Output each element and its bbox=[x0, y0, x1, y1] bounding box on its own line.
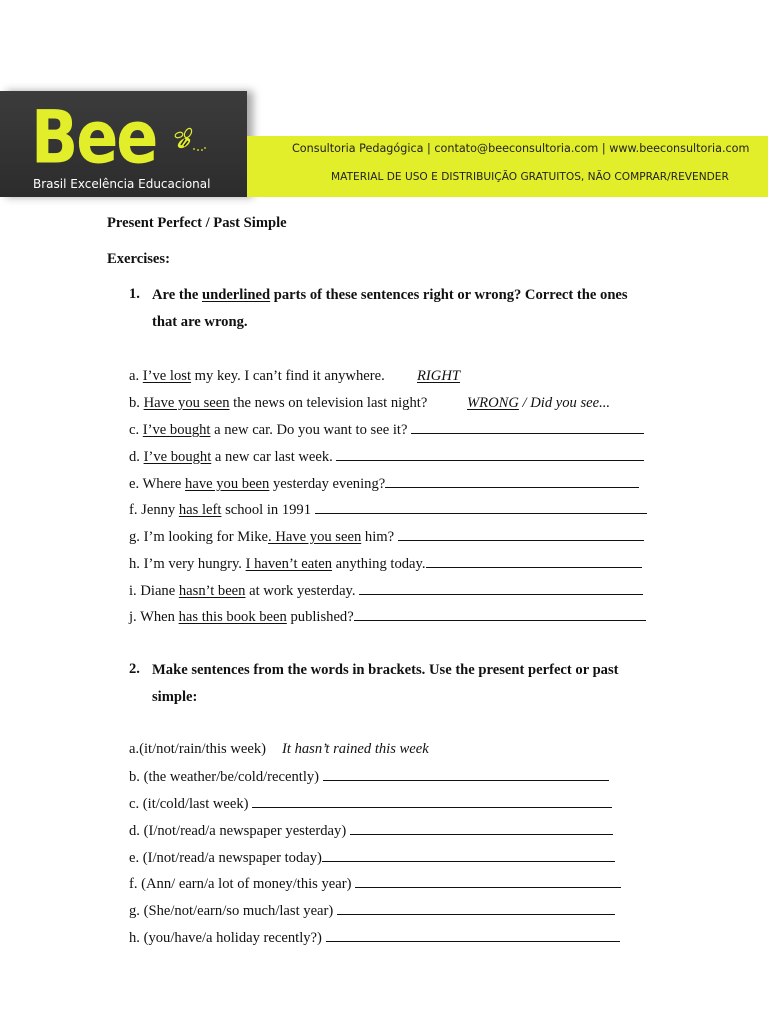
answer-blank[interactable] bbox=[355, 874, 621, 888]
exercise-item bbox=[129, 607, 646, 626]
exercise-item bbox=[129, 474, 639, 493]
item-underlined: I’ve bought bbox=[142, 422, 211, 438]
item-text: anything today. bbox=[332, 556, 426, 572]
exercises-label: Exercises: bbox=[107, 251, 170, 267]
item-text: e. (I/not/read/a newspaper today) bbox=[129, 850, 322, 866]
item-text: d. (I/not/read/a newspaper yesterday) bbox=[129, 823, 350, 839]
answer-blank[interactable] bbox=[398, 527, 644, 541]
logo-word: Bee bbox=[31, 93, 157, 180]
item-text: b. (the weather/be/cold/recently) bbox=[129, 769, 323, 785]
question-2-instruction-cont: simple: bbox=[152, 689, 198, 705]
exercise-item bbox=[129, 394, 427, 412]
question-1-instruction-cont: that are wrong. bbox=[152, 314, 248, 330]
logo-tagline: Brasil Excelência Educacional bbox=[33, 177, 211, 191]
exercise-item bbox=[129, 874, 621, 893]
exercise-item bbox=[129, 767, 609, 786]
answer-wrong bbox=[467, 394, 610, 412]
question-2-instruction: Make sentences from the words in brackets. Use the present perfect or past bbox=[152, 662, 619, 678]
exercise-item bbox=[129, 821, 613, 840]
answer-blank[interactable] bbox=[336, 447, 644, 461]
item-underlined: I’ve lost bbox=[142, 368, 192, 384]
exercise-item bbox=[129, 901, 615, 920]
item-text: c. bbox=[129, 422, 143, 438]
item-text: g. (She/not/earn/so much/last year) bbox=[129, 903, 337, 919]
item-underlined: hasn’t been bbox=[178, 583, 246, 599]
item-text: a. bbox=[129, 368, 143, 384]
item-text: b. bbox=[129, 395, 144, 411]
example-answer: It hasn’t rained this week bbox=[282, 741, 429, 757]
item-underlined: I’ve bought bbox=[143, 449, 212, 465]
item-underlined: have you been bbox=[185, 476, 270, 492]
item-text: published? bbox=[286, 609, 354, 625]
exercise-item bbox=[129, 420, 644, 439]
exercise-item bbox=[129, 928, 620, 947]
item-text: i. Diane bbox=[129, 583, 179, 599]
exercise-item bbox=[129, 794, 612, 813]
item-text: a new car. Do you want to see it? bbox=[210, 422, 412, 438]
answer-text: WRONG bbox=[467, 395, 519, 411]
answer-blank[interactable] bbox=[252, 794, 612, 808]
exercise-item bbox=[129, 581, 643, 600]
item-text: yesterday evening? bbox=[269, 476, 386, 492]
exercise-item bbox=[129, 527, 644, 546]
answer-blank[interactable] bbox=[326, 928, 620, 942]
item-text: at work yesterday. bbox=[245, 583, 360, 599]
answer-blank[interactable] bbox=[337, 901, 615, 915]
answer-blank[interactable] bbox=[385, 474, 639, 488]
item-text: a.(it/not/rain/this week) bbox=[129, 741, 266, 757]
item-text: f. Jenny bbox=[129, 502, 179, 518]
item-underlined: . Have you seen bbox=[268, 529, 362, 545]
item-text: h. I’m very hungry. bbox=[129, 556, 246, 572]
exercise-item bbox=[129, 367, 385, 385]
answer-blank[interactable] bbox=[323, 767, 609, 781]
item-text: school in 1991 bbox=[221, 502, 315, 518]
instruction-underlined: underlined bbox=[201, 287, 271, 303]
answer-right bbox=[417, 367, 460, 385]
question-1-number: 1. bbox=[129, 286, 140, 302]
item-text: c. (it/cold/last week) bbox=[129, 796, 253, 812]
page-title: Present Perfect / Past Simple bbox=[107, 215, 287, 231]
item-text: the news on television last night? bbox=[229, 395, 428, 411]
item-text: my key. I can’t find it anywhere. bbox=[191, 368, 385, 384]
item-text: a new car last week. bbox=[211, 449, 337, 465]
exercise-item bbox=[129, 740, 266, 758]
answer-text: RIGHT bbox=[417, 368, 460, 384]
answer-blank[interactable] bbox=[315, 500, 647, 514]
item-text: him? bbox=[361, 529, 398, 545]
answer-blank[interactable] bbox=[411, 420, 644, 434]
item-text: e. Where bbox=[129, 476, 186, 492]
answer-blank[interactable] bbox=[354, 607, 646, 621]
exercise-item bbox=[129, 500, 647, 519]
answer-correction: / Did you see... bbox=[518, 395, 611, 411]
item-underlined: has this book been bbox=[178, 609, 287, 625]
answer-blank[interactable] bbox=[426, 554, 642, 568]
answer-blank[interactable] bbox=[322, 848, 615, 862]
item-underlined: Have you seen bbox=[143, 395, 230, 411]
item-text: g. I’m looking for Mike bbox=[129, 529, 269, 545]
answer-blank[interactable] bbox=[350, 821, 613, 835]
exercise-item bbox=[129, 554, 642, 573]
item-text: d. bbox=[129, 449, 144, 465]
question-2-number: 2. bbox=[129, 661, 140, 677]
item-text: j. When bbox=[129, 609, 179, 625]
instruction-text: parts of these sentences right or wrong? Correct the ones bbox=[270, 287, 628, 303]
exercise-item bbox=[129, 447, 644, 466]
answer-blank[interactable] bbox=[359, 581, 643, 595]
item-underlined: I haven’t eaten bbox=[245, 556, 333, 572]
notice-line: MATERIAL DE USO E DISTRIBUIÇÃO GRATUITOS, NÃO COMPRAR/REVENDER bbox=[331, 171, 729, 183]
item-text: f. (Ann/ earn/a lot of money/this year) bbox=[129, 876, 356, 892]
contact-line: Consultoria Pedagógica | contato@beeconsultoria.com | www.beeconsultoria.com bbox=[292, 142, 750, 155]
item-text: h. (you/have/a holiday recently?) bbox=[129, 930, 326, 946]
question-1-instruction bbox=[152, 286, 628, 304]
exercise-item bbox=[129, 848, 615, 867]
item-underlined: has left bbox=[178, 502, 222, 518]
instruction-text: Are the bbox=[152, 287, 202, 303]
